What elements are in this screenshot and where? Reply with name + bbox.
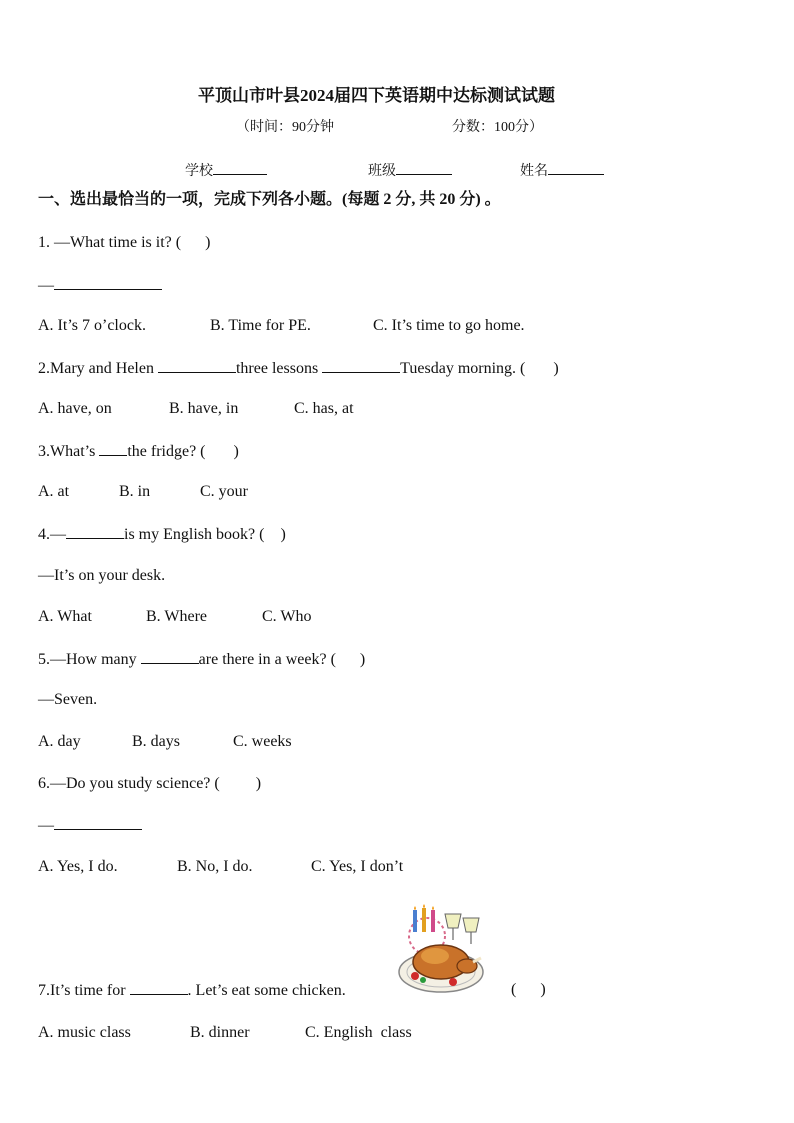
q5-blank[interactable] (141, 649, 199, 664)
option-2b[interactable]: B. have, in (169, 400, 239, 417)
q7-blank[interactable] (130, 980, 188, 995)
q4-blank[interactable] (66, 524, 124, 539)
option-4a[interactable]: A. What (38, 608, 92, 625)
option-5a[interactable]: A. day (38, 733, 81, 750)
question-2: 2.Mary and Helen three lessons Tuesday morning. ( ) (38, 360, 559, 377)
option-2a[interactable]: A. have, on (38, 400, 112, 417)
q5-reply: —Seven. (38, 691, 98, 708)
question-4: 4.— is my English book? ( ) (38, 526, 286, 543)
question-6: 6.—Do you study science? ( ) (38, 775, 262, 792)
class-label: 班级 (368, 164, 396, 179)
school-field[interactable] (185, 160, 267, 182)
name-field[interactable] (520, 160, 604, 182)
option-6b[interactable]: B. No, I do. (177, 858, 253, 875)
class-field[interactable] (368, 160, 452, 182)
question-5: 5.—How many are there in a week? ( ) (38, 651, 366, 668)
option-1c[interactable]: C. It’s time to go home. (373, 317, 525, 334)
option-5b[interactable]: B. days (132, 733, 180, 750)
answer-blank-6[interactable] (54, 815, 142, 830)
option-7a[interactable]: A. music class (38, 1024, 131, 1041)
q3-blank[interactable] (99, 441, 127, 456)
option-4c[interactable]: C. Who (262, 608, 312, 625)
option-1a[interactable]: A. It’s 7 o’clock. (38, 317, 146, 334)
class-blank[interactable] (396, 160, 452, 175)
q2-blank-1[interactable] (158, 358, 236, 373)
roast-chicken-dinner-image (393, 904, 495, 998)
option-6a[interactable]: A. Yes, I do. (38, 858, 118, 875)
exam-time: （时间：90分钟 (236, 120, 334, 135)
section-heading: 一、选出最恰当的一项，完成下列各小题。(每题 2 分, 共 20 分) 。 (38, 191, 501, 208)
school-label: 学校 (185, 164, 213, 179)
q2-blank-2[interactable] (322, 358, 400, 373)
name-blank[interactable] (548, 160, 604, 175)
question-3: 3.What’s the fridge? ( ) (38, 443, 239, 460)
name-label: 姓名 (520, 164, 548, 179)
answer-line-6: — (38, 815, 142, 836)
answer-blank-1[interactable] (54, 275, 162, 290)
option-4b[interactable]: B. Where (146, 608, 208, 625)
option-5c[interactable]: C. weeks (233, 733, 292, 750)
option-6c[interactable]: C. Yes, I don’t (311, 858, 404, 875)
question-7: 7.It’s time for . Let’s eat some chicken. (38, 982, 346, 999)
option-3a[interactable]: A. at (38, 483, 70, 500)
option-3b[interactable]: B. in (119, 483, 151, 500)
option-3c[interactable]: C. your (200, 483, 248, 500)
question-1: 1. —What time is it? ( ) (38, 234, 211, 251)
page-title: 平顶山市叶县2024届四下英语期中达标测试试题 (198, 86, 555, 105)
school-blank[interactable] (213, 160, 267, 175)
option-7b[interactable]: B. dinner (190, 1024, 250, 1041)
answer-line-1: — (38, 275, 162, 296)
q7-bracket: ( ) (511, 981, 546, 998)
exam-score: 分数：100分） (452, 120, 543, 135)
option-7c[interactable]: C. English class (305, 1024, 412, 1041)
q4-reply: —It’s on your desk. (38, 567, 166, 584)
option-1b[interactable]: B. Time for PE. (210, 317, 311, 334)
option-2c[interactable]: C. has, at (294, 400, 354, 417)
